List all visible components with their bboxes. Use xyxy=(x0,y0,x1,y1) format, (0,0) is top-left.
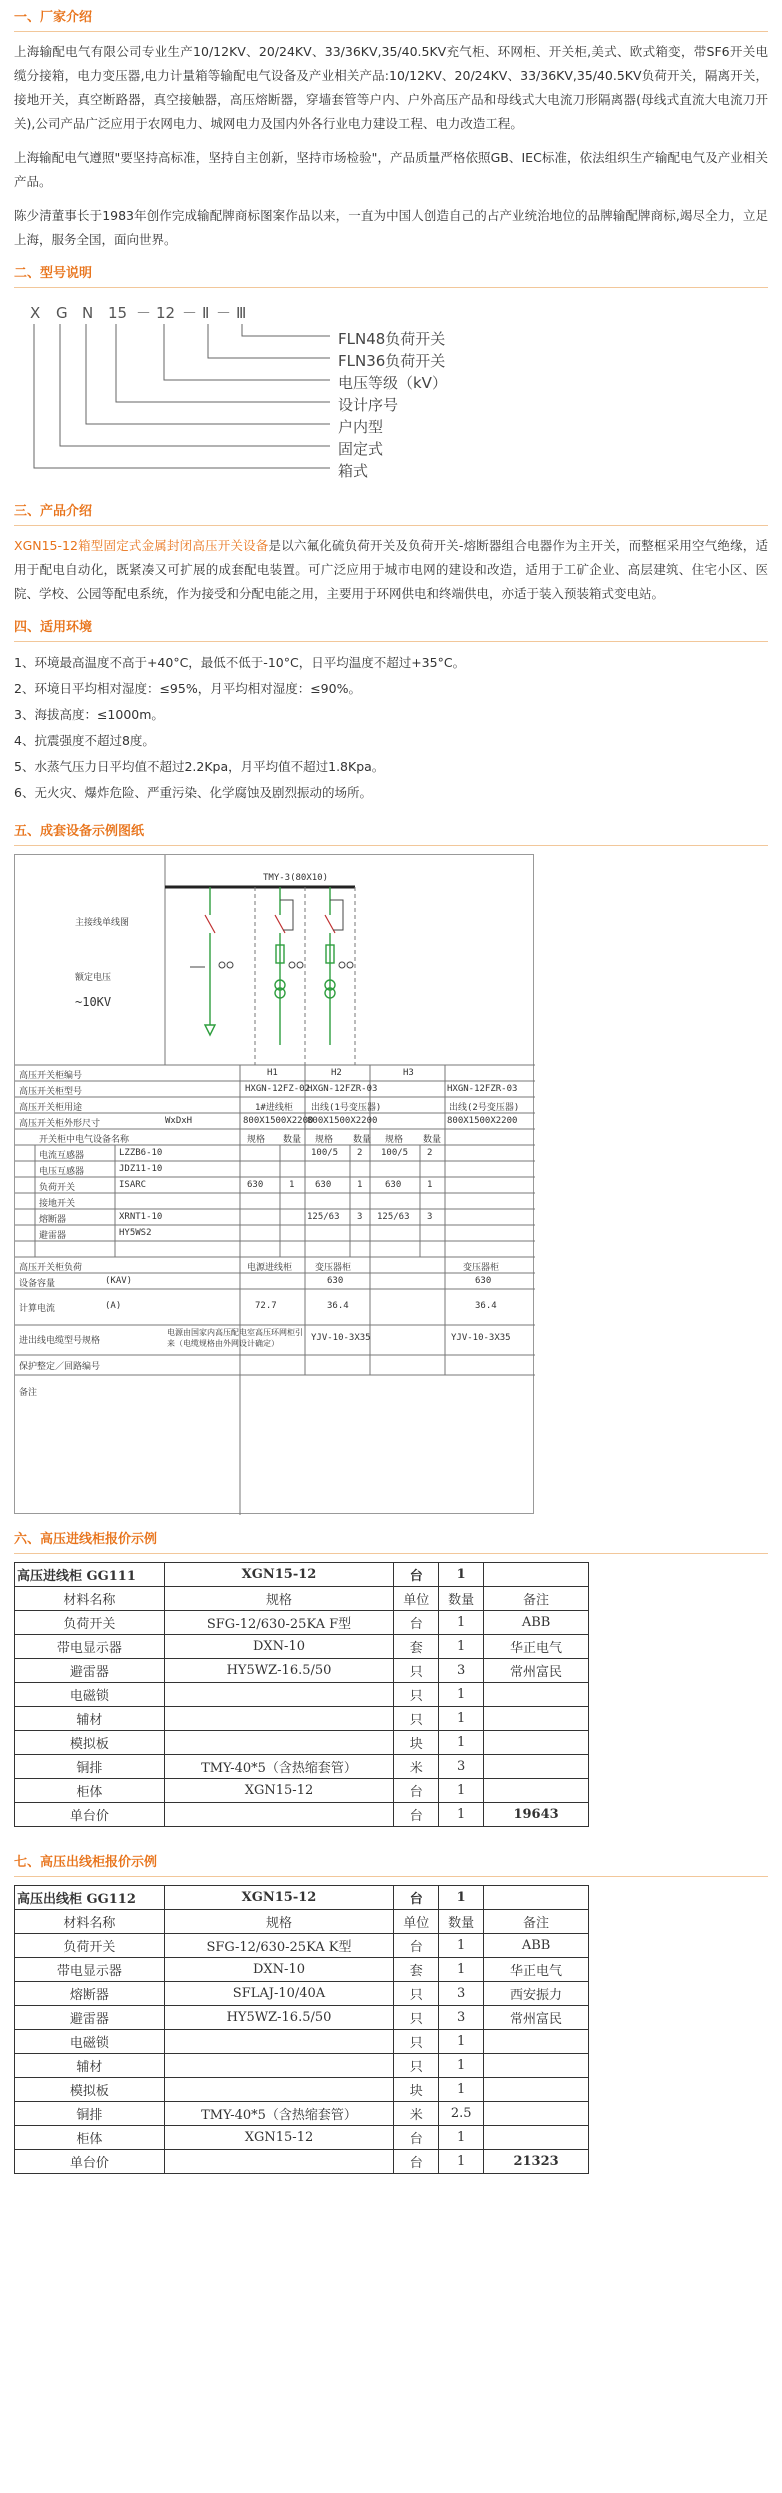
column-header: 材料名称 xyxy=(15,1587,165,1611)
incoming-quote-table xyxy=(14,1562,589,1827)
cell-size-h3: 800X1500X2200 xyxy=(447,1116,518,1126)
table-cell: 只 xyxy=(394,2054,439,2078)
environment-item: 2、环境日平均相对湿度：≤95%，月平均相对湿度：≤90%。 xyxy=(14,681,361,696)
table-cell: TMY-40*5（含热缩套管） xyxy=(164,2102,394,2126)
table-cell: HY5WZ-16.5/50 xyxy=(164,1659,394,1683)
table-head-cell: XGN15-12 xyxy=(164,1563,394,1587)
model-label-voltage: 电压等级（kV） xyxy=(338,374,447,392)
table-cell: 台 xyxy=(394,2150,439,2174)
section-divider xyxy=(14,287,768,288)
table-cell: 柜体 xyxy=(15,1779,165,1803)
table-row xyxy=(15,1910,589,1934)
table-cell: 铜排 xyxy=(15,1755,165,1779)
section-divider xyxy=(14,641,768,642)
table-cell: 块 xyxy=(394,2078,439,2102)
table-cell: 台 xyxy=(394,1611,439,1635)
cell-model-h1: HXGN-12FZ-02 xyxy=(245,1084,311,1094)
code-char-7: Ⅱ xyxy=(202,304,210,322)
table-head-cell: 高压出线柜 GG112 xyxy=(15,1886,165,1910)
comp-val: 125/63 xyxy=(377,1212,410,1222)
code-char-9: Ⅲ xyxy=(236,304,247,322)
column-header: 单位 xyxy=(394,1587,439,1611)
table-cell xyxy=(484,1731,589,1755)
table-cell: 块 xyxy=(394,1731,439,1755)
table-cell: 辅材 xyxy=(15,1707,165,1731)
section-title-outgoing-quote: 七、高压出线柜报价示例 xyxy=(14,1855,158,1870)
column-header: 数量 xyxy=(439,1587,484,1611)
table-cell: 1 xyxy=(439,2030,484,2054)
single-line-label: 主接线单线图 xyxy=(75,918,130,928)
table-cell xyxy=(164,2030,394,2054)
code-char-0: X xyxy=(30,304,41,322)
comp-val: 100/5 xyxy=(311,1148,339,1158)
comp-val: 630 xyxy=(315,1180,332,1190)
model-label-fln48: FLN48负荷开关 xyxy=(338,330,446,348)
table-cell: SFLAJ-10/40A xyxy=(164,1982,394,2006)
table-cell: 套 xyxy=(394,1958,439,1982)
product-intro-paragraph: XGN15-12箱型固定式金属封闭高压开关设备是以六氟化硫负荷开关及负荷开关-熔断器组合电器作为主开关，而整框采用空气绝缘，适用于配电自动化，既紧凑又可扩展的成套配电装置。可广泛应用于城市电网的建设和改造，适用于工矿企业、高层建筑、住宅小区、医院、学校、公园等配电系统，作为接受和分配电能之用，主要用于环网供电和终端供电，亦适于装入预装箱式变电站。 xyxy=(14,538,768,601)
table-row xyxy=(15,1635,589,1659)
cell-capacity-h3: 630 xyxy=(475,1276,492,1286)
comp-head-qty1: 数量 xyxy=(283,1135,302,1145)
table-cell xyxy=(484,2054,589,2078)
section-title-model: 二、型号说明 xyxy=(14,266,93,281)
model-label-design-no: 设计序号 xyxy=(338,396,399,414)
table-cell xyxy=(484,2126,589,2150)
cell-capacity-unit: (KAV) xyxy=(105,1276,133,1286)
comp-name: 负荷开关 xyxy=(39,1183,76,1193)
table-cell: 1 xyxy=(439,1731,484,1755)
column-header: 规格 xyxy=(164,1910,394,1934)
row-cabinet-use: 高压开关柜用途 xyxy=(19,1103,83,1113)
table-row xyxy=(15,1755,589,1779)
code-char-5: 12 xyxy=(156,304,176,322)
table-cell: 华正电气 xyxy=(484,1635,589,1659)
table-cell: XGN15-12 xyxy=(164,2126,394,2150)
table-cell: HY5WZ-16.5/50 xyxy=(164,2006,394,2030)
cell-h2: H2 xyxy=(331,1068,342,1078)
cell-capacity-h2: 630 xyxy=(327,1276,344,1286)
environment-list xyxy=(14,650,768,806)
table-head-cell: 高压进线柜 GG111 xyxy=(15,1563,165,1587)
unit-price: 19643 xyxy=(484,1803,589,1827)
model-code-diagram xyxy=(20,296,768,486)
comp-val: 630 xyxy=(385,1180,402,1190)
table-cell: 只 xyxy=(394,1659,439,1683)
environment-item: 4、抗震强度不超过8度。 xyxy=(14,733,155,748)
comp-val: 3 xyxy=(357,1212,363,1222)
table-cell xyxy=(484,1755,589,1779)
table-cell xyxy=(164,2054,394,2078)
comp-name: 电压互感器 xyxy=(39,1167,85,1177)
cell-use-h3: 出线(2号变压器) xyxy=(449,1103,520,1113)
cell-cable-h3: YJV-10-3X35 xyxy=(451,1333,511,1343)
column-header: 规格 xyxy=(164,1587,394,1611)
table-cell: 米 xyxy=(394,1755,439,1779)
table-row xyxy=(15,1707,589,1731)
table-cell xyxy=(164,1707,394,1731)
table-row xyxy=(15,1958,589,1982)
code-char-2: N xyxy=(82,304,94,322)
comp-name: 电流互感器 xyxy=(39,1151,85,1161)
table-head-cell: XGN15-12 xyxy=(164,1886,394,1910)
cell-load-h2: 变压器柜 xyxy=(315,1263,352,1273)
comp-val: 2 xyxy=(427,1148,433,1158)
section-title-company: 一、厂家介绍 xyxy=(14,10,93,25)
cell-size-h1: 800X1500X2200 xyxy=(243,1116,314,1126)
cell-load-h1: 电源进线柜 xyxy=(247,1263,293,1273)
company-intro-paragraph-2: 上海输配电气遵照"要坚持高标准，坚持自主创新，坚持市场检验"，产品质量严格依照GB、IEC标准，依法组织生产输配电气及产业相关产品。 xyxy=(14,150,768,189)
comp-val: 100/5 xyxy=(381,1148,409,1158)
outgoing-quote-table xyxy=(14,1885,589,2174)
rated-voltage-value: ~10KV xyxy=(75,995,112,1009)
cell-cable-h1: 电源由国家内高压配电室高压环网柜引来（电缆规格由外网设计确定） xyxy=(167,1328,303,1348)
table-row xyxy=(15,2006,589,2030)
table-head-cell: 1 xyxy=(439,1886,484,1910)
comp-model: HY5WS2 xyxy=(119,1228,152,1238)
table-cell: 3 xyxy=(439,2006,484,2030)
table-cell: 3 xyxy=(439,1982,484,2006)
table-cell: 负荷开关 xyxy=(15,1611,165,1635)
comp-val: 1 xyxy=(357,1180,363,1190)
table-cell: 电磁锁 xyxy=(15,1683,165,1707)
table-cell: 1 xyxy=(439,1611,484,1635)
model-code-leaders xyxy=(20,296,580,486)
table-cell: ABB xyxy=(484,1611,589,1635)
row-capacity: 设备容量 xyxy=(19,1279,56,1289)
table-cell: 模拟板 xyxy=(15,1731,165,1755)
section-divider xyxy=(14,845,768,846)
table-cell: 1 xyxy=(439,1683,484,1707)
column-header: 数量 xyxy=(439,1910,484,1934)
table-cell xyxy=(484,1779,589,1803)
table-cell: 米 xyxy=(394,2102,439,2126)
cell-cable-h2: YJV-10-3X35 xyxy=(311,1333,371,1343)
environment-item: 3、海拔高度：≤1000m。 xyxy=(14,707,164,722)
cell-h1: H1 xyxy=(267,1068,278,1078)
table-head-row xyxy=(15,1886,589,1910)
section-divider xyxy=(14,31,768,32)
table-cell: 常州富民 xyxy=(484,1659,589,1683)
table-row xyxy=(15,1934,589,1958)
table-row xyxy=(15,1611,589,1635)
comp-head-qty2: 数量 xyxy=(353,1135,372,1145)
code-char-3: 15 xyxy=(108,304,128,322)
comp-model: ISARC xyxy=(119,1180,147,1190)
comp-val: 3 xyxy=(427,1212,433,1222)
row-remark: 备注 xyxy=(19,1388,38,1398)
table-row xyxy=(15,1587,589,1611)
table-cell: 带电显示器 xyxy=(15,1958,165,1982)
table-cell: 带电显示器 xyxy=(15,1635,165,1659)
table-cell: 华正电气 xyxy=(484,1958,589,1982)
page xyxy=(0,6,782,2174)
column-header: 备注 xyxy=(484,1587,589,1611)
table-cell: 1 xyxy=(439,1958,484,1982)
table-cell: 套 xyxy=(394,1635,439,1659)
table-cell: 单台价 xyxy=(15,2150,165,2174)
cell-current-h3: 36.4 xyxy=(475,1301,497,1311)
table-cell xyxy=(164,2078,394,2102)
table-row xyxy=(15,2126,589,2150)
table-row xyxy=(15,2030,589,2054)
cell-load-h3: 变压器柜 xyxy=(463,1263,500,1273)
column-header: 材料名称 xyxy=(15,1910,165,1934)
drawing-lines xyxy=(15,855,535,1515)
table-cell: 避雷器 xyxy=(15,2006,165,2030)
model-label-indoor: 户内型 xyxy=(338,418,384,436)
table-cell: 只 xyxy=(394,1707,439,1731)
table-cell xyxy=(484,2102,589,2126)
table-row xyxy=(15,1803,589,1827)
table-cell: 只 xyxy=(394,2006,439,2030)
table-cell: TMY-40*5（含热缩套管） xyxy=(164,1755,394,1779)
environment-item: 1、环境最高温度不高于+40°C，最低不低于-10°C，日平均温度不超过+35°C。 xyxy=(14,655,466,670)
table-cell: 1 xyxy=(439,2078,484,2102)
table-head-cell: 台 xyxy=(394,1563,439,1587)
section-title-environment: 四、适用环境 xyxy=(14,620,93,635)
table-cell: 只 xyxy=(394,2030,439,2054)
table-cell: 3 xyxy=(439,1755,484,1779)
table-head-cell: 台 xyxy=(394,1886,439,1910)
code-char-4: － xyxy=(136,304,152,322)
model-label-fixed: 固定式 xyxy=(338,440,384,458)
comp-val: 1 xyxy=(289,1180,295,1190)
table-cell: SFG-12/630-25KA K型 xyxy=(164,1934,394,1958)
comp-val: 1 xyxy=(427,1180,433,1190)
cell-current-h1: 72.7 xyxy=(255,1301,277,1311)
row-cabinet-size: 高压开关柜外形尺寸 xyxy=(19,1119,101,1129)
comp-head-spec1: 规格 xyxy=(247,1135,266,1145)
table-cell xyxy=(484,1683,589,1707)
table-cell xyxy=(484,2078,589,2102)
table-cell xyxy=(484,1707,589,1731)
table-cell: 只 xyxy=(394,1982,439,2006)
table-row xyxy=(15,2078,589,2102)
table-cell: 1 xyxy=(439,1635,484,1659)
table-cell: 单台价 xyxy=(15,1803,165,1827)
comp-name: 避雷器 xyxy=(39,1231,67,1241)
table-cell: 1 xyxy=(439,1707,484,1731)
cell-model-h3: HXGN-12FZR-03 xyxy=(447,1084,518,1094)
table-cell: 台 xyxy=(394,1934,439,1958)
code-char-6: － xyxy=(182,304,198,322)
comp-model: LZZB6-10 xyxy=(119,1148,163,1158)
table-cell: 2.5 xyxy=(439,2102,484,2126)
table-cell: 台 xyxy=(394,1803,439,1827)
table-cell: SFG-12/630-25KA F型 xyxy=(164,1611,394,1635)
rated-voltage-label: 额定电压 xyxy=(75,973,112,983)
table-cell xyxy=(164,1683,394,1707)
comp-head-spec3: 规格 xyxy=(385,1135,404,1145)
section-title-product: 三、产品介绍 xyxy=(14,504,93,519)
comp-val: 630 xyxy=(247,1180,264,1190)
unit-price: 21323 xyxy=(484,2150,589,2174)
table-cell: 熔断器 xyxy=(15,1982,165,2006)
cell-model-h2: HXGN-12FZR-03 xyxy=(307,1084,378,1094)
table-row xyxy=(15,1683,589,1707)
table-row xyxy=(15,2054,589,2078)
table-cell xyxy=(164,1731,394,1755)
section-divider xyxy=(14,1553,768,1554)
table-head-cell: 1 xyxy=(439,1563,484,1587)
table-cell: 台 xyxy=(394,1779,439,1803)
table-cell: 只 xyxy=(394,1683,439,1707)
table-cell: 1 xyxy=(439,2054,484,2078)
model-label-fln36: FLN36负荷开关 xyxy=(338,352,446,370)
section-divider xyxy=(14,1876,768,1877)
comp-head-qty3: 数量 xyxy=(423,1135,442,1145)
cell-current-unit: (A) xyxy=(105,1301,122,1311)
cell-size-h2: 800X1500X2200 xyxy=(307,1116,378,1126)
table-cell: 常州富民 xyxy=(484,2006,589,2030)
comp-name: 接地开关 xyxy=(39,1199,76,1209)
column-header: 备注 xyxy=(484,1910,589,1934)
section-divider xyxy=(14,525,768,526)
single-line-drawing xyxy=(14,854,534,1514)
table-cell: DXN-10 xyxy=(164,1958,394,1982)
cell-current-h2: 36.4 xyxy=(327,1301,349,1311)
table-cell: 1 xyxy=(439,2150,484,2174)
code-char-8: － xyxy=(216,304,232,322)
table-cell: 西安振力 xyxy=(484,1982,589,2006)
table-cell: 1 xyxy=(439,1779,484,1803)
product-lead: XGN15-12箱型固定式金属封闭高压开关设备 xyxy=(14,538,269,553)
company-intro-paragraph-3: 陈少清董事长于1983年创作完成输配牌商标图案作品以来，一直为中国人创造自己的占产业统治地位的品牌输配牌商标,竭尽全力，立足上海，服务全国，面向世界。 xyxy=(14,208,768,247)
column-header: 单位 xyxy=(394,1910,439,1934)
table-row xyxy=(15,1779,589,1803)
model-label-box: 箱式 xyxy=(338,462,369,480)
row-cabinet-model: 高压开关柜型号 xyxy=(19,1087,83,1097)
comp-name: 熔断器 xyxy=(39,1215,67,1225)
comp-model: JDZ11-10 xyxy=(119,1164,163,1174)
cell-use-h2: 出线(1号变压器) xyxy=(311,1103,382,1113)
table-cell: 1 xyxy=(439,2126,484,2150)
table-head-row xyxy=(15,1563,589,1587)
comp-head-spec2: 规格 xyxy=(315,1135,334,1145)
row-load: 高压开关柜负荷 xyxy=(19,1263,83,1273)
table-cell: 1 xyxy=(439,1803,484,1827)
comp-head-name: 开关柜中电气设备名称 xyxy=(39,1135,130,1145)
table-cell: 柜体 xyxy=(15,2126,165,2150)
busbar-label: TMY-3(80X10) xyxy=(263,873,329,883)
row-protection: 保护整定／回路编号 xyxy=(19,1362,101,1372)
comp-val: 2 xyxy=(357,1148,363,1158)
code-char-1: G xyxy=(56,304,68,322)
table-cell: 负荷开关 xyxy=(15,1934,165,1958)
table-head-cell xyxy=(484,1886,589,1910)
table-cell: 3 xyxy=(439,1659,484,1683)
table-cell: 铜排 xyxy=(15,2102,165,2126)
table-cell: 台 xyxy=(394,2126,439,2150)
table-cell: 模拟板 xyxy=(15,2078,165,2102)
company-intro-paragraph-1: 上海输配电气有限公司专业生产10/12KV、20/24KV、33/36KV,35/40.5KV充气柜、环网柜、开关柜,美式、欧式箱变，带SF6开关电缆分接箱，电力变压器,电力计量箱等输配电气设备及产业相关产品:10/12KV、20/24KV、33/36KV,35/40.5KV负荷开关，隔离开关，接地开关，真空断路器，真空接触器，高压熔断器，穿墙套管等户内、户外高压产品和母线式大电流刀形隔离器(母线式直流大电流刀开关),公司产品广泛应用于农网电力、城网电力及国内外各行业电力建设工程、电力改造工程。 xyxy=(14,44,768,131)
row-current: 计算电流 xyxy=(19,1304,56,1314)
table-row xyxy=(15,2102,589,2126)
environment-item: 5、水蒸气压力日平均值不超过2.2Kpa，月平均值不超过1.8Kpa。 xyxy=(14,759,385,774)
table-cell: 1 xyxy=(439,1934,484,1958)
cell-h3: H3 xyxy=(403,1068,414,1078)
table-cell: DXN-10 xyxy=(164,1635,394,1659)
table-row xyxy=(15,1659,589,1683)
cell-size-unit: WxDxH xyxy=(165,1116,193,1126)
table-head-cell xyxy=(484,1563,589,1587)
comp-val: 125/63 xyxy=(307,1212,340,1222)
section-title-incoming-quote: 六、高压进线柜报价示例 xyxy=(14,1532,158,1547)
table-cell xyxy=(164,1803,394,1827)
section-title-drawing: 五、成套设备示例图纸 xyxy=(14,824,145,839)
table-cell xyxy=(484,2030,589,2054)
table-cell: 电磁锁 xyxy=(15,2030,165,2054)
comp-model: XRNT1-10 xyxy=(119,1212,163,1222)
table-cell: ABB xyxy=(484,1934,589,1958)
table-row xyxy=(15,2150,589,2174)
table-cell xyxy=(164,2150,394,2174)
table-row xyxy=(15,1982,589,2006)
table-cell: 避雷器 xyxy=(15,1659,165,1683)
cell-use-h1: 1#进线柜 xyxy=(255,1103,293,1113)
table-cell: XGN15-12 xyxy=(164,1779,394,1803)
table-cell: 辅材 xyxy=(15,2054,165,2078)
table-row xyxy=(15,1731,589,1755)
row-cabinet-no: 高压开关柜编号 xyxy=(19,1071,83,1081)
row-cable: 进出线电缆型号规格 xyxy=(19,1336,101,1346)
environment-item: 6、无火灾、爆炸危险、严重污染、化学腐蚀及剧烈振动的场所。 xyxy=(14,785,372,800)
